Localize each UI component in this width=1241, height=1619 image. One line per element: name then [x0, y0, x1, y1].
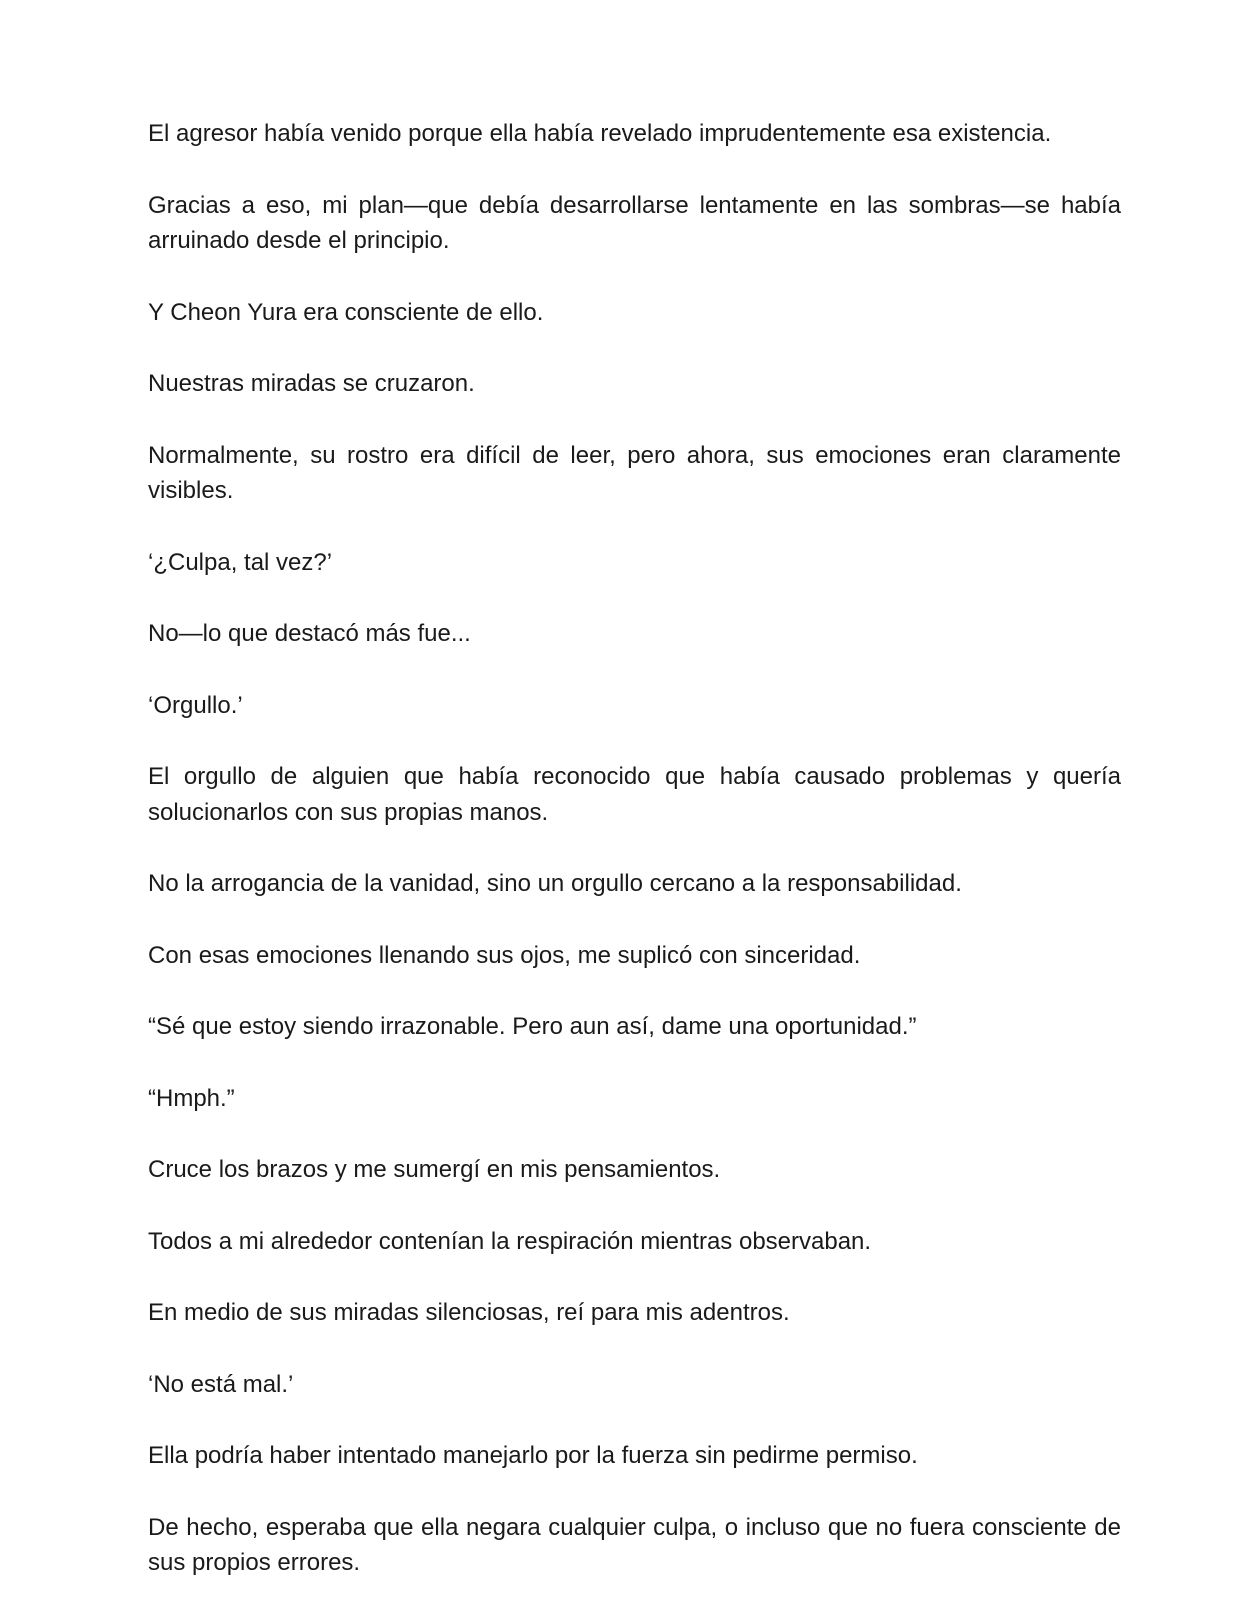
paragraph-15: Todos a mi alrededor contenían la respiración mientras observaban. [148, 1227, 872, 1255]
paragraph-11: Con esas emociones llenando sus ojos, me suplicó con sinceridad. [148, 941, 861, 969]
paragraph-2: Gracias a eso, mi plan—que debía desarrollarse lentamente en las sombras—se había arruinado desde el principio. [148, 191, 1121, 254]
paragraph-5: Normalmente, su rostro era difícil de leer, pero ahora, sus emociones eran claramente visibles. [148, 441, 1121, 504]
paragraph-14: Cruce los brazos y me sumergí en mis pensamientos. [148, 1156, 721, 1183]
paragraph-8: ‘Orgullo.’ [148, 691, 243, 719]
paragraph-18: Ella podría haber intentado manejarlo por la fuerza sin pedirme permiso. [148, 1442, 918, 1469]
paragraph-3: Y Cheon Yura era consciente de ello. [148, 298, 544, 326]
paragraph-19: De hecho, esperaba que ella negara cualquier culpa, o incluso que no fuera consciente de sus propios errores. [148, 1513, 1121, 1576]
document-page [148, 116, 1121, 1581]
paragraph-10: No la arrogancia de la vanidad, sino un orgullo cercano a la responsabilidad. [148, 870, 962, 897]
paragraph-12: “Sé que estoy siendo irrazonable. Pero aun así, dame una oportunidad.” [148, 1013, 917, 1040]
paragraph-4: Nuestras miradas se cruzaron. [148, 370, 475, 397]
paragraph-13: “Hmph.” [148, 1084, 235, 1112]
paragraph-6: ‘¿Culpa, tal vez?’ [148, 548, 333, 576]
paragraph-7: No—lo que destacó más fue... [148, 620, 471, 647]
paragraph-17: ‘No está mal.’ [148, 1370, 294, 1398]
paragraph-1: El agresor había venido porque ella había revelado imprudentemente esa existencia. [148, 120, 1052, 147]
paragraph-9: El orgullo de alguien que había reconocido que había causado problemas y quería solucionarlos con sus propias manos. [148, 763, 1121, 826]
paragraph-16: En medio de sus miradas silenciosas, reí para mis adentros. [148, 1299, 790, 1326]
